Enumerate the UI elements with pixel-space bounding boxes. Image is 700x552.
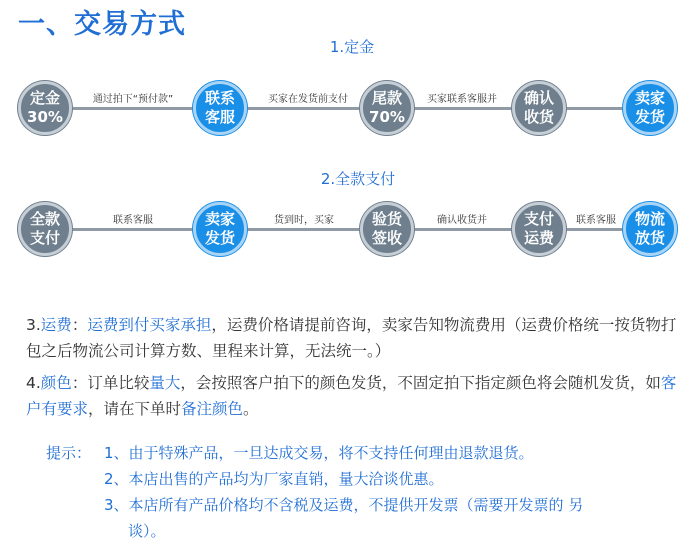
highlight-text: 运费到付买家承担	[87, 316, 212, 334]
flow-step-node: 物流 放货	[623, 202, 677, 256]
flow-step-node: 支付 运费	[512, 202, 566, 256]
note-line-2: 2、本店出售的产品均为厂家直销，量大洽谈优惠。	[104, 470, 444, 488]
deposit-flow	[0, 75, 700, 141]
item-number: 3.	[26, 316, 41, 334]
item-key: 运费	[40, 316, 72, 334]
item-number: 4.	[26, 374, 41, 392]
flow-step-label: 通过拍下“预付款”	[91, 90, 175, 105]
note-line-4: 谈）。	[128, 522, 166, 540]
flow-1-heading: 1.定金	[329, 38, 375, 56]
full-payment-flow	[0, 196, 700, 262]
flow-step-node: 卖家 发货	[623, 81, 677, 135]
note-line-1: 1、由于特殊产品，一旦达成交易，将不支持任何理由退款退货。	[104, 444, 534, 462]
shipping-fee-paragraph: 3.运费：运费到付买家承担，运费价格请提前咨询，卖家告知物流费用（运费价格统一按货物打包之后物流公司计算方数、里程来计算，无法统一。）	[26, 316, 677, 360]
notes-prefix: 提示：	[46, 444, 92, 462]
flow-step-node: 定金 30%	[18, 81, 72, 135]
flow-step-label: 确认收货并	[435, 211, 489, 226]
flow-step-node: 联系 客服	[193, 81, 247, 135]
flow-step-node: 验货 签收	[360, 202, 414, 256]
flow-step-label: 买家联系客服并	[425, 90, 499, 105]
flow-step-node: 全款 支付	[18, 202, 72, 256]
item-key: 颜色	[40, 374, 72, 392]
flow-step-label: 联系客服	[574, 211, 618, 226]
flow-step-label: 买家在发货前支付	[266, 90, 350, 105]
flow-step-node: 尾款 70%	[360, 81, 414, 135]
color-paragraph: 4.颜色：订单比较量大，会按照客户拍下的颜色发货，不固定拍下指定颜色将会随机发货，如客户有要求，请在下单时备注颜色。	[26, 374, 677, 418]
note-line-3: 3、本店所有产品价格均不含税及运费，不提供开发票（需要开发票的 另	[104, 496, 584, 514]
flow-step-label: 货到时，买家	[272, 211, 336, 226]
flow-2-heading: 2.全款支付	[320, 170, 396, 188]
flow-step-label: 联系客服	[111, 211, 155, 226]
page-title: 一、交易方式	[18, 9, 186, 40]
flow-step-node: 卖家 发货	[193, 202, 247, 256]
flow-step-node: 确认 收货	[512, 81, 566, 135]
